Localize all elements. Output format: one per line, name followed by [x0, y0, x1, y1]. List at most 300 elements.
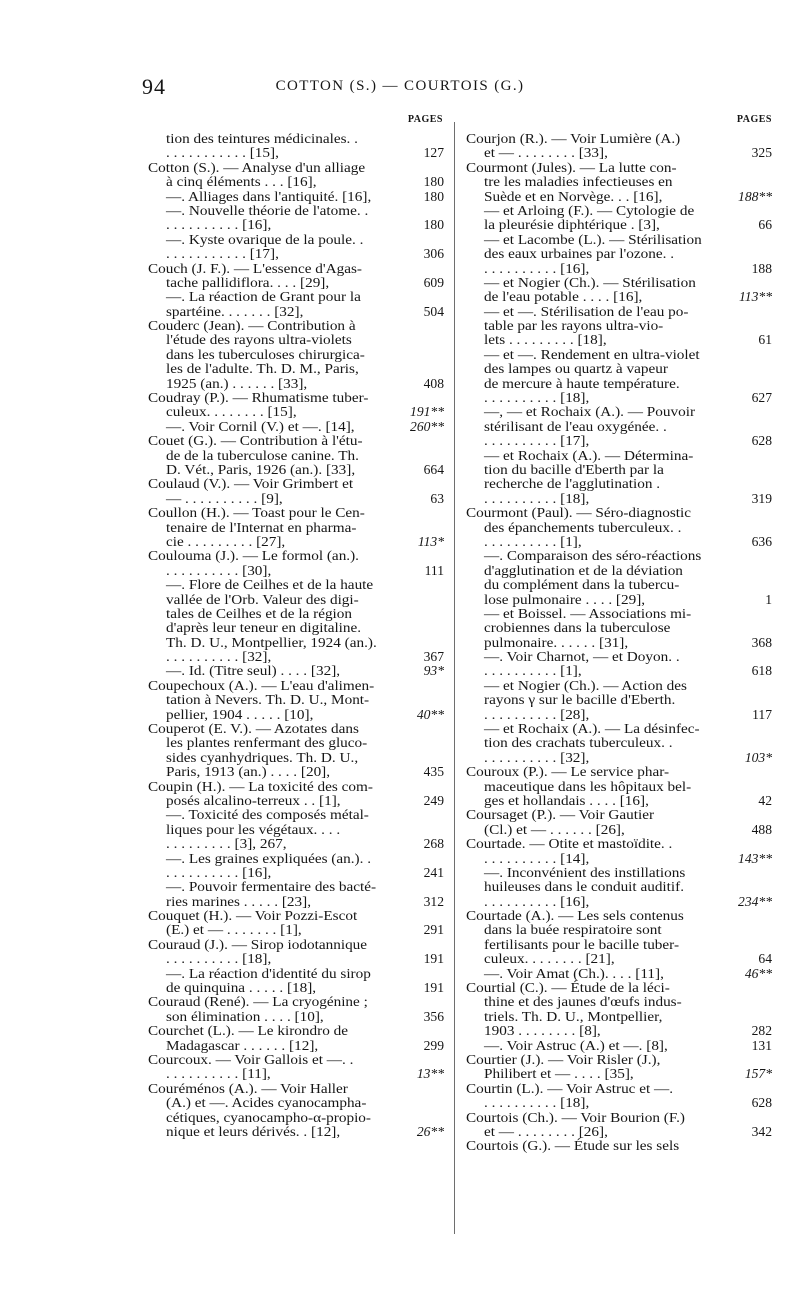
entry-line [466, 952, 772, 966]
entry-text: (A.) et —. Acides cyanocampha- [166, 1095, 367, 1111]
entry-line [466, 564, 772, 578]
entry-text: de quinquina . . . . . [18], [166, 980, 317, 996]
index-entry [148, 880, 444, 909]
entry-line [148, 449, 444, 463]
index-entry [148, 420, 444, 434]
page-reference: 609 [423, 274, 444, 290]
entry-line [466, 736, 772, 750]
entry-line [466, 808, 772, 822]
index-entry [466, 679, 772, 722]
entry-text: recherche de l'agglutination . [484, 476, 661, 492]
entry-line [466, 1139, 772, 1153]
entry-line [466, 751, 772, 765]
entry-text: les de l'adulte. Th. D. M., Paris, [166, 361, 359, 377]
entry-text: . . . . . . . . . . [16], [484, 260, 590, 276]
entry-text: Coupin (H.). — La toxicité des com- [148, 778, 373, 794]
index-entry [148, 1082, 444, 1140]
entry-line [148, 319, 444, 333]
entry-text: . . . . . . . . . . [30], [166, 562, 272, 578]
entry-line [148, 967, 444, 981]
index-entry [466, 449, 772, 507]
entry-text: d'après leur teneur en digitaline. [166, 620, 362, 636]
page-reference: 504 [423, 303, 444, 319]
entry-text: Coulaud (V.). — Voir Grimbert et [148, 476, 354, 492]
index-entry [148, 434, 444, 477]
index-entry [466, 650, 772, 679]
entry-text: —. Voir Cornil (V.) et —. [14], [166, 418, 355, 434]
index-entry [466, 981, 772, 1039]
entry-text: Courchet (L.). — Le kirondro de [148, 1023, 348, 1039]
entry-line [466, 362, 772, 376]
page-reference: 249 [423, 792, 444, 808]
entry-text: —. Flore de Ceilhes et de la haute [166, 577, 374, 593]
entry-text: Courtois (Ch.). — Voir Bourion (F.) [466, 1109, 685, 1125]
entry-line [466, 290, 772, 304]
entry-line [466, 765, 772, 779]
entry-text: . . . . . . . . . . [18], [484, 1095, 590, 1111]
page-reference: 117 [752, 706, 772, 722]
index-entry [466, 837, 772, 866]
index-entry [466, 348, 772, 406]
index-entry [148, 967, 444, 996]
page-reference: 61 [758, 332, 772, 348]
entry-text: tache pallidiflora. . . . [29], [166, 274, 330, 290]
entry-line [148, 636, 444, 650]
entry-text: —. La réaction d'identité du sirop [166, 965, 371, 981]
entry-line [148, 1125, 444, 1139]
entry-line [148, 247, 444, 261]
entry-line [148, 621, 444, 635]
index-entry [148, 146, 444, 160]
entry-line [148, 305, 444, 319]
entry-text: —. Nouvelle théorie de l'atome. . [166, 202, 369, 218]
index-entry [466, 967, 772, 981]
entry-text: tre les maladies infectieuses en [484, 174, 673, 190]
entry-text: Coupechoux (A.). — L'eau d'alimen- [148, 677, 375, 693]
entry-line [466, 938, 772, 952]
entry-line [148, 132, 444, 146]
entry-line [466, 477, 772, 491]
entry-text: Courtade (A.). — Les sels contenus [466, 908, 684, 924]
page-reference: 342 [751, 1123, 772, 1139]
index-entry [466, 909, 772, 967]
entry-line [148, 938, 444, 952]
index-entry [148, 808, 444, 851]
entry-line [148, 866, 444, 880]
entry-line [466, 1067, 772, 1081]
entry-text: Couperot (E. V.). — Azotates dans [148, 721, 359, 737]
entry-line [466, 262, 772, 276]
entry-text: — et Nogier (Ch.). — Action des [484, 677, 687, 693]
entry-line [466, 405, 772, 419]
page-reference: 1 [765, 591, 772, 607]
entry-text: — et Rochaix (A.). — La désinfec- [484, 721, 700, 737]
entry-text: cétiques, cyanocampho-α-propio- [166, 1109, 371, 1125]
entry-text: — et Rochaix (A.). — Détermina- [484, 447, 694, 463]
index-entry [148, 477, 444, 506]
entry-text: Courtois (G.). — Étude sur les sels [466, 1138, 680, 1154]
page-reference: 191 [423, 951, 444, 967]
entry-text: stérilisant de l'eau oxygénée. . [484, 418, 667, 434]
entry-text: crobiennes dans la tuberculose [484, 620, 671, 636]
entry-text: 1925 (an.) . . . . . . [33], [166, 375, 308, 391]
entry-line [148, 161, 444, 175]
page-reference: 260** [410, 418, 444, 434]
index-entry [148, 290, 444, 319]
page-reference: 26** [416, 1123, 444, 1139]
entry-text: cie . . . . . . . . . [27], [166, 533, 286, 549]
index-entry [148, 938, 444, 967]
entry-text: . . . . . . . . . . . [15], [166, 145, 279, 161]
entry-line [148, 477, 444, 491]
entry-text: huileuses dans le conduit auditif. [484, 879, 685, 895]
entry-text: — et Lacombe (L.). — Stérilisation [484, 231, 702, 247]
page-reference: 113* [417, 533, 444, 549]
entry-text: . . . . . . . . . . . [17], [166, 246, 279, 262]
entry-line [466, 449, 772, 463]
entry-line [148, 751, 444, 765]
entry-text: —, — et Rochaix (A.). — Pouvoir [484, 404, 696, 420]
entry-line [148, 405, 444, 419]
entry-line [148, 578, 444, 592]
entry-line [148, 693, 444, 707]
entry-line [466, 837, 772, 851]
entry-line [466, 1082, 772, 1096]
page-reference: 618 [751, 663, 772, 679]
entry-text: du complément dans la tubercu- [484, 577, 680, 593]
entry-text: . . . . . . . . . [3], 267, [166, 836, 287, 852]
entry-text: tenaire de l'Internat en pharma- [166, 519, 357, 535]
entry-line [466, 549, 772, 563]
page-reference: 435 [423, 764, 444, 780]
index-entry [466, 161, 772, 204]
entry-line [466, 1039, 772, 1053]
entry-line [466, 621, 772, 635]
entry-text: —. Voir Astruc (A.) et —. [8], [484, 1037, 668, 1053]
entry-text: . . . . . . . . . . [1], [484, 663, 582, 679]
entry-line [466, 348, 772, 362]
page-reference: 627 [751, 390, 772, 406]
entry-line [148, 650, 444, 664]
index-entry [148, 132, 444, 146]
entry-text: —. Voir Amat (Ch.). . . . [11], [484, 965, 664, 981]
entry-text: pulmonaire. . . . . . [31], [484, 634, 629, 650]
entry-line [148, 1024, 444, 1038]
page-reference: 636 [751, 533, 772, 549]
entry-line [148, 492, 444, 506]
page-reference: 93* [423, 663, 444, 679]
entry-line [148, 190, 444, 204]
entry-text: . . . . . . . . . . [17], [484, 433, 590, 449]
entry-line [466, 923, 772, 937]
entry-line [148, 564, 444, 578]
entry-text: . . . . . . . . . . [16], [484, 893, 590, 909]
entry-line [148, 593, 444, 607]
entry-line [466, 995, 772, 1009]
index-entry [466, 1139, 772, 1153]
index-entry [466, 722, 772, 765]
index-entry [148, 161, 444, 190]
entry-line [148, 1096, 444, 1110]
entry-line [466, 866, 772, 880]
entry-line [148, 262, 444, 276]
entry-text: Coulouma (J.). — Le formol (an.). [148, 548, 359, 564]
index-entry [466, 1082, 772, 1111]
entry-line [466, 190, 772, 204]
entry-line [466, 535, 772, 549]
entry-text: . . . . . . . . . . [32], [484, 749, 590, 765]
entry-line [148, 1067, 444, 1081]
page-reference: 46** [744, 965, 772, 981]
entry-line [148, 981, 444, 995]
entry-line [466, 780, 772, 794]
index-entry [466, 765, 772, 808]
entry-line [466, 233, 772, 247]
entry-text: Coudray (P.). — Rhumatisme tuber- [148, 390, 369, 406]
entry-text: Coullon (H.). — Toast pour le Cen- [148, 505, 365, 521]
entry-text: d'agglutination et de la déviation [484, 562, 683, 578]
entry-text: . . . . . . . . . . [18], [166, 951, 272, 967]
index-entry [466, 1053, 772, 1082]
entry-text: Courtin (L.). — Voir Astruc et —. [466, 1080, 674, 1096]
page-reference: 13** [416, 1066, 444, 1082]
index-entry [148, 1053, 444, 1082]
running-title: COTTON (S.) — COURTOIS (G.) [275, 78, 525, 94]
index-entry [466, 808, 772, 837]
entry-line [148, 549, 444, 563]
entry-text: thine et des jaunes d'œufs indus- [484, 994, 682, 1010]
entry-line [466, 247, 772, 261]
page-reference: 628 [751, 1095, 772, 1111]
page-reference: 628 [751, 433, 772, 449]
entry-text: — et —. Rendement en ultra-violet [484, 346, 700, 362]
entry-line [466, 636, 772, 650]
entry-line [466, 708, 772, 722]
entry-text: Couréménos (A.). — Voir Haller [148, 1080, 348, 1096]
entry-line [466, 463, 772, 477]
entry-line [466, 794, 772, 808]
entry-text: pellier, 1904 . . . . . [10], [166, 706, 314, 722]
entry-line [148, 391, 444, 405]
entry-text: lets . . . . . . . . . [18], [484, 332, 607, 348]
entry-line [466, 1024, 772, 1038]
entry-line [466, 909, 772, 923]
entry-text: Courjon (R.). — Voir Lumière (A.) [466, 131, 681, 146]
entry-text: . . . . . . . . . . [16], [166, 217, 272, 233]
entry-text: —. Comparaison des séro-réactions [484, 548, 702, 564]
entry-line [466, 607, 772, 621]
entry-text: —. Id. (Titre seul) . . . . [32], [166, 663, 341, 679]
page-reference: 191** [410, 404, 444, 420]
index-entry [148, 909, 444, 938]
index-entry [148, 995, 444, 1024]
index-entry [466, 866, 772, 909]
entry-text: Couraud (J.). — Sirop iodotannique [148, 936, 368, 952]
index-entry [148, 506, 444, 549]
entry-text: son élimination . . . . [10], [166, 1008, 324, 1024]
page-reference: 234** [738, 893, 772, 909]
entry-line [148, 348, 444, 362]
entry-text: l'étude des rayons ultra-violets [166, 332, 352, 348]
entry-line [148, 995, 444, 1009]
entry-line [466, 895, 772, 909]
entry-text: dans la buée respiratoire sont [484, 922, 662, 938]
entry-text: — . . . . . . . . . . [9], [166, 490, 283, 506]
entry-text: . . . . . . . . . . [32], [166, 649, 272, 665]
entry-line [148, 204, 444, 218]
index-entry [148, 262, 444, 291]
entry-line [466, 305, 772, 319]
entry-line [466, 664, 772, 678]
index-entry [148, 722, 444, 780]
entry-text: nique et leurs dérivés. . [12], [166, 1123, 341, 1139]
index-entry [466, 506, 772, 549]
left-column [148, 132, 444, 1139]
entry-text: Th. D. U., Montpellier, 1924 (an.). [166, 634, 377, 650]
entry-text: des lampes ou quartz à vapeur [484, 361, 668, 377]
entry-text: — et Boissel. — Associations mi- [484, 605, 692, 621]
entry-text: ries marines . . . . . [23], [166, 893, 312, 909]
entry-text: table par les rayons ultra-vio- [484, 318, 664, 334]
entry-text: sides cyanhydriques. Th. D. U., [166, 749, 359, 765]
entry-text: . . . . . . . . . . [16], [166, 864, 272, 880]
entry-line [148, 852, 444, 866]
index-entry [148, 780, 444, 809]
page-reference: 42 [758, 792, 772, 808]
entry-text: Courtier (J.). — Voir Risler (J.), [466, 1052, 661, 1067]
index-entry [466, 549, 772, 607]
page-number: 94 [142, 74, 166, 99]
entry-line [148, 535, 444, 549]
index-entry [148, 391, 444, 420]
page-reference: 191 [423, 980, 444, 996]
entry-line [148, 1010, 444, 1024]
entry-line [466, 333, 772, 347]
page-reference: 66 [758, 217, 772, 233]
page-reference: 282 [751, 1023, 772, 1039]
entry-line [148, 420, 444, 434]
entry-text: . . . . . . . . . . [28], [484, 706, 590, 722]
index-entry [466, 405, 772, 448]
entry-line [148, 909, 444, 923]
index-entry [466, 276, 772, 305]
index-entry [148, 578, 444, 664]
entry-text: spartéine. . . . . . . [32], [166, 303, 304, 319]
entry-line [148, 362, 444, 376]
page-reference: 103* [744, 749, 772, 765]
page-reference: 291 [423, 922, 444, 938]
entry-text: D. Vét., Paris, 1926 (an.). [33], [166, 461, 356, 477]
entry-line [148, 146, 444, 160]
entry-line [148, 808, 444, 822]
entry-line [148, 679, 444, 693]
entry-text: lose pulmonaire . . . . [29], [484, 591, 646, 607]
index-entry [148, 549, 444, 578]
entry-line [466, 218, 772, 232]
entry-line [466, 391, 772, 405]
entry-text: la pleurésie diphtérique . [3], [484, 217, 660, 233]
page-reference: 356 [423, 1008, 444, 1024]
entry-line [148, 175, 444, 189]
entry-text: Paris, 1913 (an.) . . . . [20], [166, 764, 331, 780]
entry-line [148, 463, 444, 477]
index-entry [466, 1111, 772, 1140]
entry-line [148, 434, 444, 448]
entry-line [148, 708, 444, 722]
entry-line [466, 161, 772, 175]
page-reference: 63 [430, 490, 444, 506]
entry-text: des épanchements tuberculeux. . [484, 519, 682, 535]
page-reference: 319 [751, 490, 772, 506]
index-entry [148, 664, 444, 678]
entry-line [466, 852, 772, 866]
entry-line [466, 823, 772, 837]
entry-line [148, 233, 444, 247]
page-reference: 306 [423, 246, 444, 262]
entry-text: triels. Th. D. U., Montpellier, [484, 1008, 663, 1024]
entry-text: —. Voir Charnot, — et Doyon. . [484, 649, 680, 665]
entry-line [466, 722, 772, 736]
entry-text: —. Les graines expliquées (an.). . [166, 850, 372, 866]
entry-line [466, 175, 772, 189]
page-reference: 131 [751, 1037, 772, 1053]
entry-text: — et —. Stérilisation de l'eau po- [484, 303, 689, 319]
entry-text: Cotton (S.). — Analyse d'un alliage [148, 159, 366, 175]
entry-line [466, 578, 772, 592]
entry-text: des eaux urbaines par l'ozone. . [484, 246, 675, 262]
entry-text: Philibert et — . . . . [35], [484, 1066, 634, 1082]
entry-line [148, 218, 444, 232]
entry-line [466, 434, 772, 448]
entry-text: tales de Ceilhes et de la région [166, 605, 353, 621]
entry-text: Couderc (Jean). — Contribution à [148, 318, 356, 334]
entry-text: — et Arloing (F.). — Cytologie de [484, 202, 695, 218]
entry-text: les plantes renfermant des gluco- [166, 735, 368, 751]
entry-text: culeux. . . . . . . . [21], [484, 951, 615, 967]
index-entry [148, 852, 444, 881]
entry-text: . . . . . . . . . . [18], [484, 490, 590, 506]
column-label-pages-left: PAGES [407, 114, 443, 125]
entry-line [148, 506, 444, 520]
page-reference: 408 [423, 375, 444, 391]
entry-line [466, 1010, 772, 1024]
entry-line [148, 1082, 444, 1096]
entry-text: (Cl.) et — . . . . . . [26], [484, 821, 625, 837]
entry-line [466, 880, 772, 894]
entry-line [148, 664, 444, 678]
entry-line [466, 132, 772, 146]
entry-line [148, 607, 444, 621]
column-label-pages-right: PAGES [736, 114, 772, 125]
entry-line [466, 276, 772, 290]
entry-line [148, 895, 444, 909]
entry-line [148, 823, 444, 837]
page-reference: 157* [744, 1066, 772, 1082]
page-reference: 40** [416, 706, 444, 722]
page-reference: 325 [751, 145, 772, 161]
entry-line [466, 679, 772, 693]
entry-line [148, 794, 444, 808]
index-entry [148, 679, 444, 722]
entry-line [148, 880, 444, 894]
entry-line [466, 1125, 772, 1139]
index-entry [466, 233, 772, 276]
entry-line [148, 765, 444, 779]
page-reference: 299 [423, 1037, 444, 1053]
entry-text: Couch (J. F.). — L'essence d'Agas- [148, 260, 362, 276]
entry-text: —. Pouvoir fermentaire des bacté- [166, 879, 377, 895]
entry-text: dans les tuberculoses chirurgica- [166, 346, 365, 362]
